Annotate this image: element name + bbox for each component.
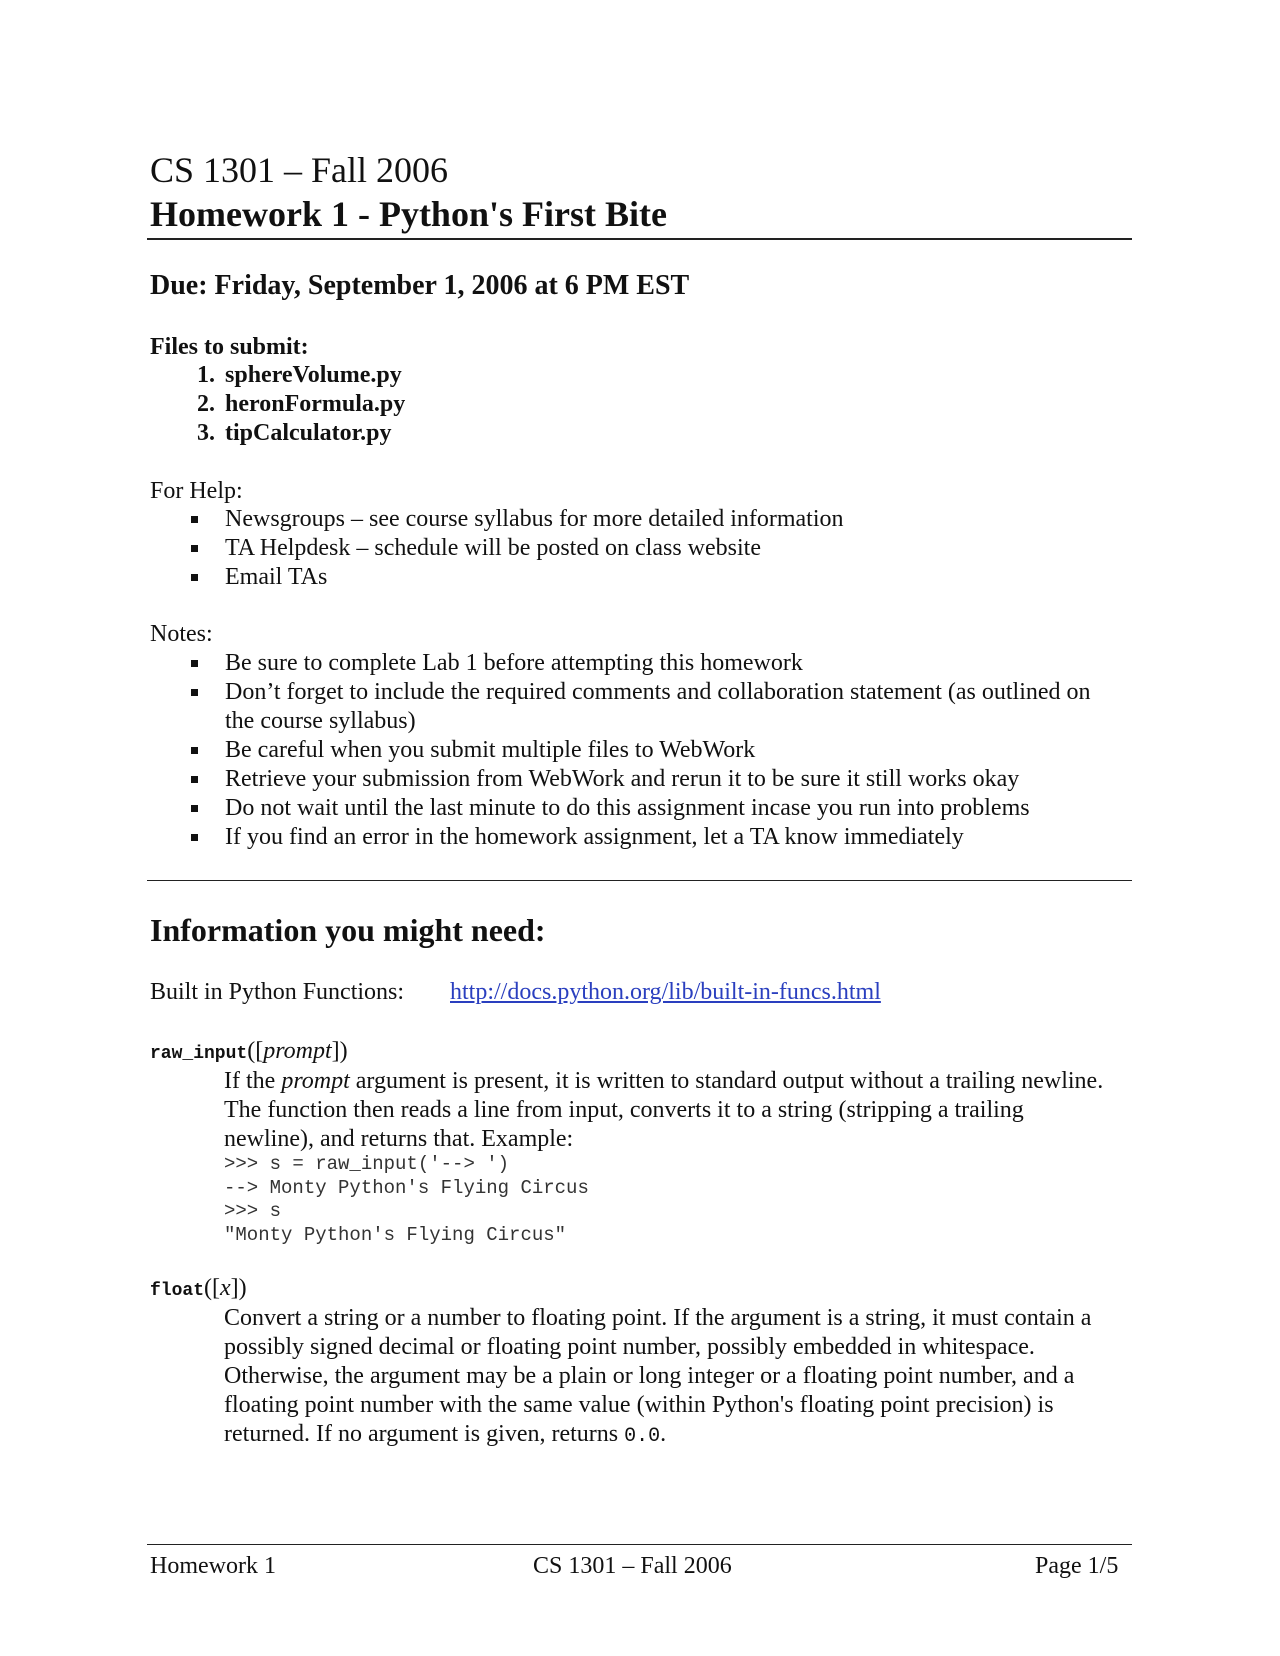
help-item	[150, 534, 1110, 563]
code-line: >>> s = raw_input('--> ')	[224, 1153, 510, 1175]
help-list	[150, 505, 1110, 592]
desc-argument: prompt	[281, 1068, 350, 1094]
file-name: heronFormula.py	[225, 391, 406, 417]
raw-input-description	[224, 1067, 1114, 1154]
code-line: --> Monty Python's Flying Circus	[224, 1176, 589, 1199]
square-bullet-icon	[191, 834, 198, 841]
files-label: Files to submit:	[150, 334, 309, 360]
float-signature	[150, 1274, 247, 1305]
file-number: 2.	[197, 391, 215, 417]
note-item-text: Be careful when you submit multiple files to WebWork	[225, 737, 756, 763]
help-label: For Help:	[150, 478, 243, 504]
square-bullet-icon	[191, 747, 198, 754]
course-line: CS 1301 – Fall 2006	[150, 150, 449, 190]
due-date: Due: Friday, September 1, 2006 at 6 PM EST	[150, 270, 690, 301]
note-item-text: Retrieve your submission from WebWork and rerun it to be sure it still works okay	[225, 766, 1020, 792]
file-number: 3.	[197, 420, 215, 446]
help-item-text: Newsgroups – see course syllabus for more detailed information	[225, 506, 844, 532]
footer-divider	[147, 1544, 1132, 1545]
help-item-text: Email TAs	[225, 564, 328, 590]
desc-text: argument is present, it is written to standard output without a trailing newline. The function then reads a line from input, converts it to a string (stripping a trailing newline), and returns that. Example:	[224, 1068, 1104, 1152]
desc-text: .	[660, 1421, 667, 1447]
square-bullet-icon	[191, 660, 198, 667]
desc-text: Convert a string or a number to floating point. If the argument is a string, it must contain a possibly signed decimal or floating point number, possibly embedded in whitespace. Otherwise, the argument may be a plain or long integer or a floating point number, and a floating point number with the same value (within Python's floating point precision) is returned. If no argument is given, returns	[224, 1305, 1092, 1447]
function-argument: x	[220, 1275, 231, 1301]
function-argument: prompt	[263, 1038, 332, 1064]
function-name: float	[150, 1281, 205, 1301]
notes-label: Notes:	[150, 621, 213, 647]
file-name: sphereVolume.py	[225, 362, 402, 388]
desc-text: If the	[224, 1068, 282, 1094]
signature-close: ])	[331, 1038, 348, 1064]
info-section-title: Information you might need:	[150, 912, 546, 948]
code-line: "Monty Python's Flying Circus"	[224, 1223, 567, 1246]
function-name: raw_input	[150, 1044, 248, 1064]
notes-list	[150, 649, 1115, 852]
square-bullet-icon	[191, 805, 198, 812]
code-line: >>> s	[224, 1200, 282, 1222]
section-divider	[147, 880, 1132, 881]
file-number: 1.	[197, 362, 215, 388]
square-bullet-icon	[191, 776, 198, 783]
footer-left: Homework 1	[150, 1553, 276, 1579]
help-item-text: TA Helpdesk – schedule will be posted on class website	[225, 535, 761, 561]
note-item	[150, 649, 1115, 678]
desc-code: 0.0	[624, 1425, 661, 1448]
file-item	[187, 361, 405, 390]
note-item	[150, 823, 1115, 852]
float-description	[224, 1304, 1124, 1451]
note-item-text: Do not wait until the last minute to do this assignment incase you run into problems	[225, 795, 1030, 821]
file-name: tipCalculator.py	[225, 420, 392, 446]
square-bullet-icon	[191, 545, 198, 552]
files-list	[187, 361, 405, 448]
signature-close: ])	[230, 1275, 247, 1301]
note-item-text: Be sure to complete Lab 1 before attempting this homework	[225, 650, 803, 676]
signature-open: ([	[247, 1038, 264, 1064]
footer-page-number: Page 1/5	[1035, 1553, 1119, 1579]
file-item	[187, 390, 405, 419]
help-item	[150, 505, 1110, 534]
help-item	[150, 563, 1110, 592]
raw-input-signature	[150, 1037, 348, 1068]
note-item	[150, 765, 1115, 794]
note-item	[150, 678, 1115, 736]
note-item-text: Don’t forget to include the required comments and collaboration statement (as outlined on the course syllabus)	[225, 679, 1091, 734]
square-bullet-icon	[191, 574, 198, 581]
note-item	[150, 736, 1115, 765]
note-item	[150, 794, 1115, 823]
title-divider	[147, 238, 1132, 240]
raw-input-example	[224, 1153, 589, 1247]
signature-open: ([	[204, 1275, 220, 1301]
footer-center: CS 1301 – Fall 2006	[533, 1553, 732, 1579]
builtin-functions-label: Built in Python Functions:	[150, 979, 405, 1005]
square-bullet-icon	[191, 516, 198, 523]
file-item	[187, 419, 405, 448]
builtin-functions-link[interactable]: http://docs.python.org/lib/built-in-funcs.html	[450, 979, 881, 1005]
square-bullet-icon	[191, 689, 198, 696]
homework-title: Homework 1 - Python's First Bite	[150, 194, 667, 234]
note-item-text: If you find an error in the homework assignment, let a TA know immediately	[225, 824, 964, 850]
